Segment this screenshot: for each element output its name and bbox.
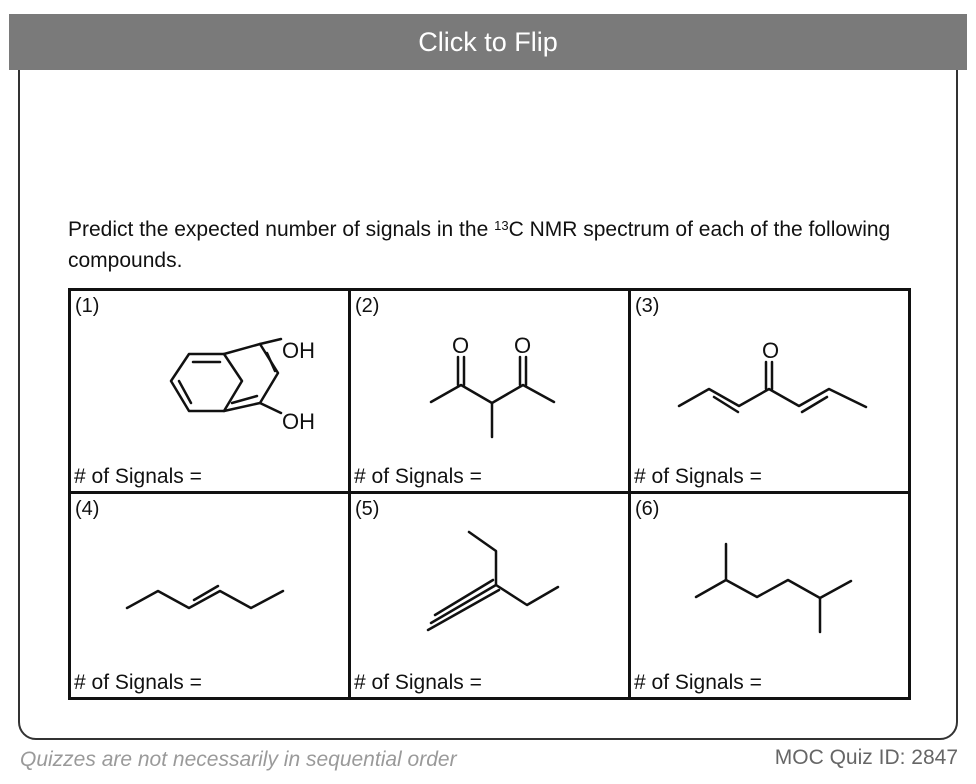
structure-6 — [631, 494, 908, 694]
hydroxyl-label-bottom: OH — [282, 409, 315, 434]
compound-grid — [68, 288, 911, 700]
carbonyl-oxygen: O — [762, 338, 780, 363]
carbonyl-oxygen-right: O — [514, 333, 532, 358]
question-text — [68, 214, 908, 276]
compound-cell-2 — [351, 291, 631, 494]
compound-number: (2) — [355, 295, 380, 317]
structure-3 — [631, 291, 908, 491]
signals-label: # of Signals = — [354, 465, 482, 488]
compound-cell-1 — [71, 291, 351, 494]
compound-number: (5) — [355, 498, 380, 520]
question-text-before: Predict the expected number of signals in the — [68, 218, 495, 241]
compound-cell-6 — [631, 494, 908, 697]
compound-number: (4) — [75, 498, 100, 520]
quiz-id: MOC Quiz ID: 2847 — [774, 746, 958, 769]
signals-label: # of Signals = — [354, 671, 482, 694]
compound-number: (3) — [635, 295, 660, 317]
structure-4 — [71, 494, 348, 694]
compound-cell-3 — [631, 291, 908, 494]
signals-label: # of Signals = — [74, 671, 202, 694]
question-text-after: C NMR spectrum of each of the following compounds. — [68, 218, 891, 272]
compound-number: (6) — [635, 498, 660, 520]
structure-1 — [71, 291, 348, 491]
sequence-note: Quizzes are not necessarily in sequential order — [20, 748, 457, 771]
signals-label: # of Signals = — [74, 465, 202, 488]
click-to-flip-button[interactable] — [9, 14, 967, 70]
signals-label: # of Signals = — [634, 465, 762, 488]
structure-5 — [351, 494, 628, 694]
hydroxyl-label-top: OH — [282, 338, 315, 363]
compound-cell-5 — [351, 494, 631, 697]
compound-number: (1) — [75, 295, 100, 317]
isotope-superscript: 13 — [494, 218, 509, 233]
signals-label: # of Signals = — [634, 671, 762, 694]
structure-2 — [351, 291, 628, 491]
compound-cell-4 — [71, 494, 351, 697]
flip-label: Click to Flip — [418, 26, 558, 57]
carbonyl-oxygen-left: O — [452, 333, 470, 358]
